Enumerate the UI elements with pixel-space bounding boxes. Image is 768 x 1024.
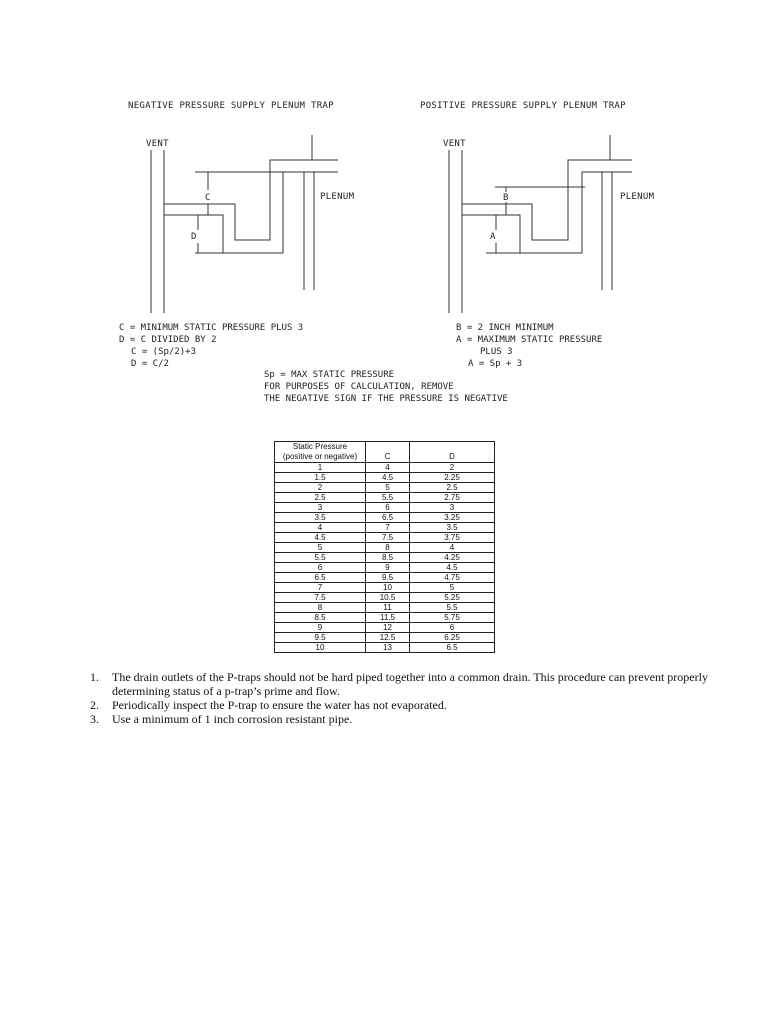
static-pressure-cell: 3 <box>275 503 366 513</box>
table-row <box>275 603 495 613</box>
static-pressure-notes <box>264 369 508 405</box>
c-cell: 6 <box>366 503 410 513</box>
pos-note-line2: A = MAXIMUM STATIC PRESSURE <box>456 335 603 345</box>
static-pressure-cell: 2 <box>275 483 366 493</box>
header-static-pressure: Static Pressure (positive or negative) <box>275 442 366 463</box>
table-row <box>275 633 495 643</box>
static-pressure-cell: 8.5 <box>275 613 366 623</box>
table-row <box>275 483 495 493</box>
c-cell: 8.5 <box>366 553 410 563</box>
list-item <box>90 712 710 726</box>
c-cell: 12.5 <box>366 633 410 643</box>
d-cell: 6.25 <box>410 633 495 643</box>
pos-formula: A = Sp + 3 <box>468 359 523 369</box>
static-pressure-table <box>274 441 495 653</box>
positive-trap-title: POSITIVE PRESSURE SUPPLY PLENUM TRAP <box>420 101 626 111</box>
list-item <box>90 670 710 698</box>
table-row <box>275 563 495 573</box>
notes-list <box>90 670 710 726</box>
list-item-text: The drain outlets of the P-traps should not be hard piped together into a common drain. This procedure can prevent properly determining status of a p-trap’s prime and flow. <box>112 670 708 698</box>
static-pressure-cell: 1.5 <box>275 473 366 483</box>
c-cell: 4 <box>366 463 410 473</box>
d-cell: 3.5 <box>410 523 495 533</box>
static-pressure-cell: 5 <box>275 543 366 553</box>
list-item-number: 1. <box>90 670 99 684</box>
d-cell: 2.75 <box>410 493 495 503</box>
c-cell: 7 <box>366 523 410 533</box>
d-cell: 6 <box>410 623 495 633</box>
table-row <box>275 583 495 593</box>
list-item-number: 3. <box>90 712 99 726</box>
neg-note-line2: D = C DIVIDED BY 2 <box>119 335 217 345</box>
d-cell: 3 <box>410 503 495 513</box>
d-cell: 2 <box>410 463 495 473</box>
neg-formula1: C = (Sp/2)+3 <box>131 347 197 357</box>
static-pressure-cell: 8 <box>275 603 366 613</box>
static-pressure-cell: 10 <box>275 643 366 653</box>
d-cell: 4.5 <box>410 563 495 573</box>
d-cell: 4.25 <box>410 553 495 563</box>
c-cell: 9.5 <box>366 573 410 583</box>
dimension-a-label: A <box>490 232 496 242</box>
header-d: D <box>410 442 495 463</box>
c-cell: 10.5 <box>366 593 410 603</box>
static-pressure-cell: 4 <box>275 523 366 533</box>
d-cell: 2.5 <box>410 483 495 493</box>
static-pressure-cell: 9 <box>275 623 366 633</box>
header-c: C <box>366 442 410 463</box>
c-cell: 5.5 <box>366 493 410 503</box>
static-pressure-cell: 3.5 <box>275 513 366 523</box>
table-row <box>275 523 495 533</box>
table-row <box>275 613 495 623</box>
neg-formula2: D = C/2 <box>131 359 169 369</box>
d-cell: 6.5 <box>410 643 495 653</box>
static-pressure-cell: 7.5 <box>275 593 366 603</box>
negative-trap-title: NEGATIVE PRESSURE SUPPLY PLENUM TRAP <box>128 101 334 111</box>
table-row <box>275 643 495 653</box>
table-row <box>275 553 495 563</box>
sp-note-line3: THE NEGATIVE SIGN IF THE PRESSURE IS NEGATIVE <box>264 394 508 404</box>
d-cell: 4 <box>410 543 495 553</box>
pos-note-line3: PLUS 3 <box>480 347 513 357</box>
static-pressure-cell: 1 <box>275 463 366 473</box>
negative-trap-notes <box>119 322 303 370</box>
c-cell: 6.5 <box>366 513 410 523</box>
table-row <box>275 493 495 503</box>
dimension-c-label: C <box>205 193 211 203</box>
negative-pressure-trap-drawing <box>128 101 355 313</box>
d-cell: 5.75 <box>410 613 495 623</box>
d-cell: 4.75 <box>410 573 495 583</box>
dimension-d-label: D <box>191 232 197 242</box>
c-cell: 10 <box>366 583 410 593</box>
table-row <box>275 503 495 513</box>
table-row <box>275 573 495 583</box>
positive-pressure-trap-drawing <box>420 101 655 313</box>
table-row <box>275 623 495 633</box>
table-row <box>275 473 495 483</box>
static-pressure-cell: 6.5 <box>275 573 366 583</box>
static-pressure-cell: 5.5 <box>275 553 366 563</box>
negative-plenum-label: PLENUM <box>320 192 355 202</box>
static-pressure-cell: 2.5 <box>275 493 366 503</box>
table-row <box>275 533 495 543</box>
c-cell: 11.5 <box>366 613 410 623</box>
static-pressure-cell: 9.5 <box>275 633 366 643</box>
d-cell: 2.25 <box>410 473 495 483</box>
sp-note-line1: Sp = MAX STATIC PRESSURE <box>264 370 395 380</box>
static-pressure-cell: 7 <box>275 583 366 593</box>
list-item <box>90 698 710 712</box>
table-row <box>275 593 495 603</box>
c-cell: 4.5 <box>366 473 410 483</box>
c-cell: 13 <box>366 643 410 653</box>
c-cell: 7.5 <box>366 533 410 543</box>
c-cell: 11 <box>366 603 410 613</box>
positive-trap-notes <box>456 322 602 370</box>
p-trap-diagrams <box>0 0 768 320</box>
pos-note-line1: B = 2 INCH MINIMUM <box>456 323 554 333</box>
dimension-b-label: B <box>503 193 509 203</box>
d-cell: 5.5 <box>410 603 495 613</box>
d-cell: 3.75 <box>410 533 495 543</box>
c-cell: 8 <box>366 543 410 553</box>
c-cell: 5 <box>366 483 410 493</box>
c-cell: 12 <box>366 623 410 633</box>
c-cell: 9 <box>366 563 410 573</box>
negative-vent-label: VENT <box>146 139 169 149</box>
neg-note-line1: C = MINIMUM STATIC PRESSURE PLUS 3 <box>119 323 304 333</box>
list-item-text: Periodically inspect the P-trap to ensure the water has not evaporated. <box>112 698 447 712</box>
table-row <box>275 543 495 553</box>
table-header-row <box>275 442 495 463</box>
positive-plenum-label: PLENUM <box>620 192 655 202</box>
sp-note-line2: FOR PURPOSES OF CALCULATION, REMOVE <box>264 382 454 392</box>
d-cell: 5.25 <box>410 593 495 603</box>
d-cell: 5 <box>410 583 495 593</box>
table-row <box>275 513 495 523</box>
table-body <box>275 463 495 653</box>
list-item-text: Use a minimum of 1 inch corrosion resistant pipe. <box>112 712 353 726</box>
static-pressure-cell: 6 <box>275 563 366 573</box>
positive-vent-label: VENT <box>443 139 466 149</box>
d-cell: 3.25 <box>410 513 495 523</box>
list-item-number: 2. <box>90 698 99 712</box>
static-pressure-cell: 4.5 <box>275 533 366 543</box>
table-row <box>275 463 495 473</box>
